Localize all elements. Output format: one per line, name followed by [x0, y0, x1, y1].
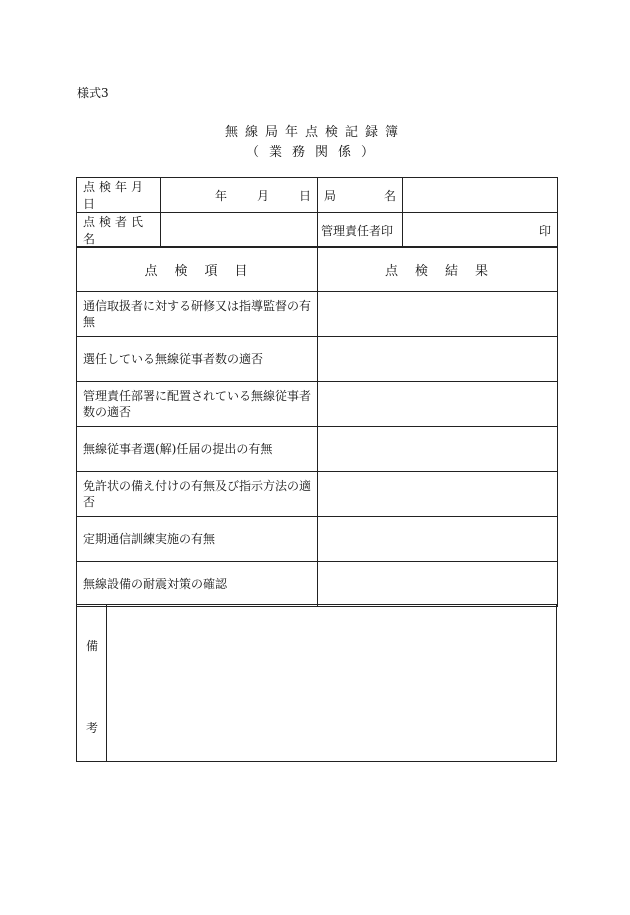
inspection-item: 無線設備の耐震対策の確認 [77, 562, 318, 607]
remarks-box[interactable] [76, 604, 557, 762]
inspection-item: 免許状の備え付けの有無及び指示方法の適否 [77, 472, 318, 517]
form-number: 様式3 [77, 86, 109, 100]
table-row [77, 382, 558, 427]
table-row [77, 427, 558, 472]
header-table [76, 177, 558, 248]
inspection-item: 選任している無線従事者数の適否 [77, 337, 318, 382]
station-name-label: 局 名 [318, 178, 403, 213]
table-row [77, 472, 558, 517]
inspection-result-field[interactable] [318, 337, 558, 382]
inspection-table [76, 246, 558, 607]
inspection-item: 通信取扱者に対する研修又は指導監督の有無 [77, 292, 318, 337]
manager-seal-label: 管理責任者印 [318, 213, 403, 248]
inspector-name-field[interactable] [161, 213, 318, 248]
inspection-date-label: 点検年月日 [77, 178, 161, 213]
document-subtitle: （業務関係） [245, 145, 384, 160]
inspection-result-field[interactable] [318, 382, 558, 427]
date-year-label: 年 [214, 188, 227, 203]
table-row [77, 517, 558, 562]
manager-seal-field[interactable] [403, 213, 558, 248]
station-name-field[interactable] [403, 178, 558, 213]
remarks-label-char2: 考 [86, 721, 99, 735]
column-header-item: 点 検 項 目 [77, 247, 318, 292]
remarks-divider [106, 605, 107, 761]
date-day-label: 日 [298, 188, 311, 203]
inspection-result-field[interactable] [318, 427, 558, 472]
column-header-result: 点 検 結 果 [318, 247, 558, 292]
date-month-label: 月 [256, 188, 269, 203]
table-row [77, 337, 558, 382]
inspector-name-label: 点検者氏名 [77, 213, 161, 248]
document-title: 無線局年点検記録簿 [224, 125, 405, 140]
inspection-date-field[interactable] [161, 178, 318, 213]
inspection-result-field[interactable] [318, 562, 558, 607]
remarks-label-char1: 備 [86, 639, 99, 653]
inspection-result-field[interactable] [318, 472, 558, 517]
inspection-item: 定期通信訓練実施の有無 [77, 517, 318, 562]
seal-mark: 印 [538, 223, 551, 238]
table-row [77, 562, 558, 607]
table-row [77, 292, 558, 337]
inspection-result-field[interactable] [318, 292, 558, 337]
inspection-result-field[interactable] [318, 517, 558, 562]
inspection-item: 管理責任部署に配置されている無線従事者数の適否 [77, 382, 318, 427]
inspection-item: 無線従事者選(解)任届の提出の有無 [77, 427, 318, 472]
